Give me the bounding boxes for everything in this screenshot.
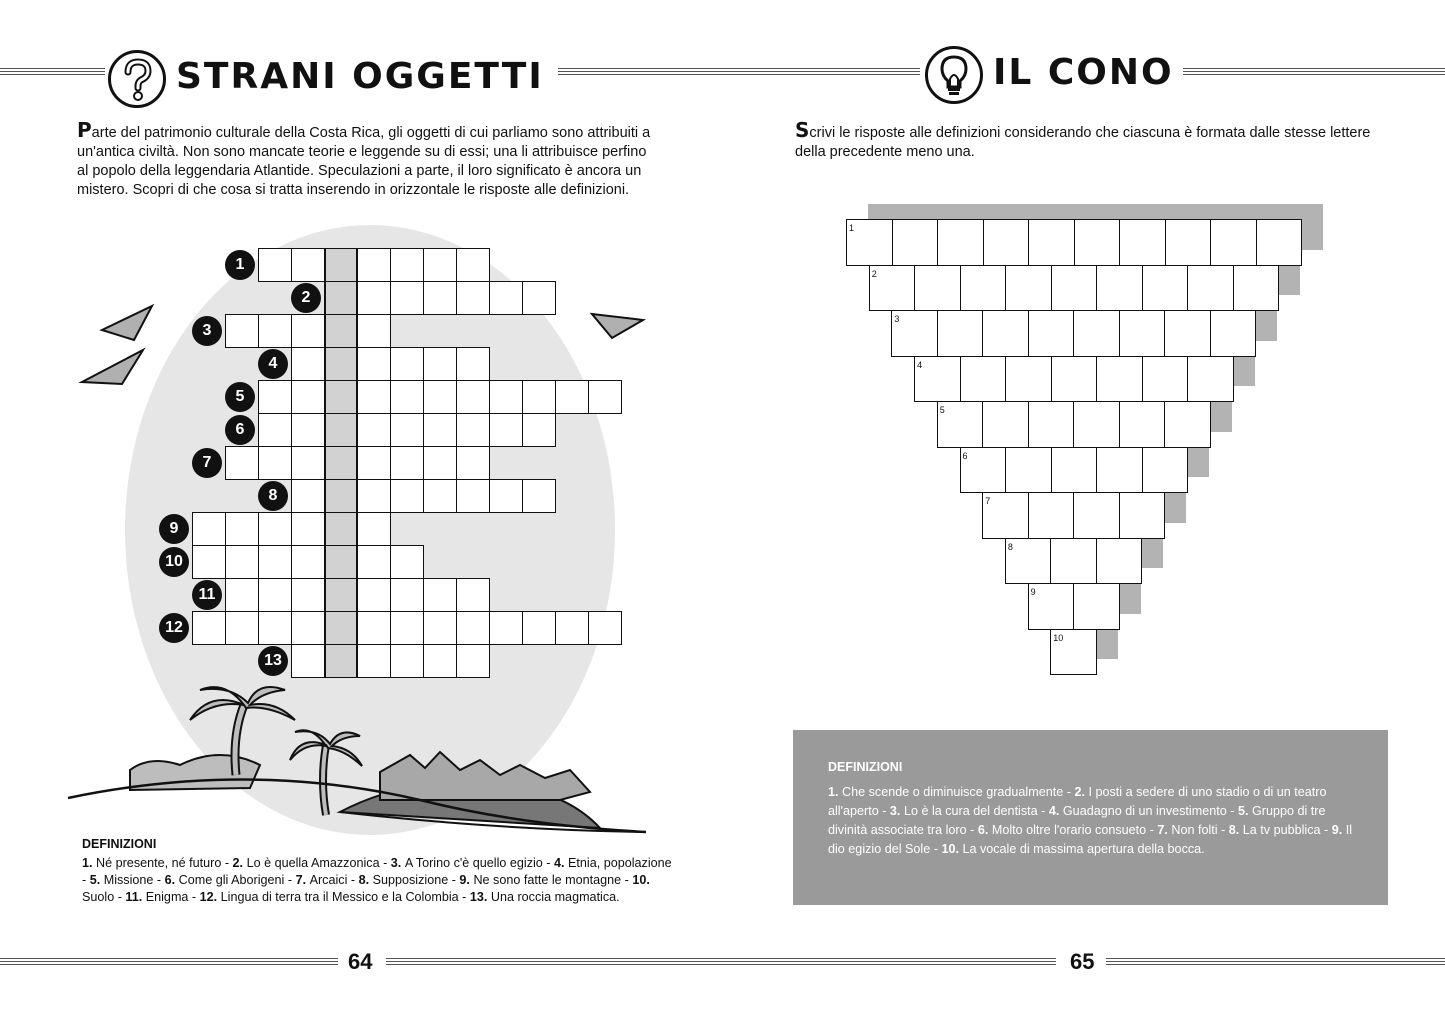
crossword-cell[interactable] [456, 611, 490, 645]
crossword-cell[interactable] [258, 413, 292, 447]
cone-row-number: 7 [985, 496, 991, 506]
crossword-cell[interactable] [489, 413, 523, 447]
definition-number: 2. [232, 856, 247, 870]
row-number-badge: 6 [225, 415, 255, 445]
cone-cell[interactable] [1096, 538, 1143, 585]
crossword-cell[interactable] [291, 248, 325, 282]
definition-number: 8. [358, 873, 373, 887]
row-number-badge: 11 [192, 580, 222, 610]
cone-cell[interactable] [1051, 447, 1098, 494]
cone-cell[interactable] [960, 356, 1007, 403]
footer-rule-2 [386, 958, 1056, 967]
crossword-cell[interactable] [357, 512, 391, 546]
definition-text: Come gli Aborigeni [178, 873, 285, 887]
definition-number: 10. [941, 842, 963, 856]
definition-text: Supposizione [372, 873, 449, 887]
crossword-cell[interactable] [291, 611, 325, 645]
cone-cell[interactable] [892, 219, 939, 266]
definition-text: Enigma [145, 890, 189, 904]
bird-icon [82, 350, 143, 384]
right-definitions-box [793, 730, 1388, 905]
definition-number: 2. [1074, 785, 1089, 799]
key-column-cell[interactable] [324, 347, 358, 381]
cone-cell[interactable] [1073, 310, 1120, 357]
crossword-cell[interactable] [555, 611, 589, 645]
page-number-right: 65 [1070, 949, 1095, 974]
definition-number: 9. [1331, 823, 1346, 837]
cone-row-number: 2 [871, 268, 877, 279]
right-intro-body: crivi le risposte alle definizioni considerando che ciascuna è formata dalle stesse lettere della precedente meno una. [795, 125, 1371, 160]
row-number-badge: 4 [258, 349, 288, 379]
crossword-cell[interactable] [357, 479, 391, 513]
cone-row-number: 9 [1030, 587, 1036, 597]
crossword-cell[interactable] [390, 380, 424, 414]
left-definitions-text: 1. Né presente, né futuro - 2. Lo è quella Amazzonica - 3. A Torino c'è quello egizio - 4. Etnia, popolazione - 5. Missione - 6. Come gli Aborigeni - 7. Arcaici - 8. Supposizione - 9. Ne sono fatte le montagne - 10. Suolo - 11. Enigma - 12. Lingua di terra tra il Messico e la Colombia - 13. Una roccia magmatica. [82, 856, 672, 904]
definition-text: Che scende o diminuisce gradualmente [842, 785, 1064, 799]
cone-cell[interactable] [1073, 492, 1120, 539]
crossword-cell[interactable] [258, 446, 292, 480]
cone-cell[interactable] [1142, 265, 1189, 312]
crossword-cell[interactable] [357, 644, 391, 678]
cone-cell[interactable] [1051, 356, 1098, 403]
definition-text: Molto oltre l'orario consueto [991, 823, 1147, 837]
definition-number: 11. [125, 890, 146, 904]
key-column-cell[interactable] [324, 578, 358, 612]
cone-row-number: 1 [849, 223, 855, 233]
cone-cell[interactable] [1142, 447, 1189, 494]
definition-number: 1. [828, 785, 843, 799]
definition-number: 8. [1228, 823, 1243, 837]
left-definitions-title: DEFINIZIONI [82, 837, 157, 851]
definition-text: La tv pubblica [1242, 823, 1321, 837]
crossword-cell[interactable] [258, 380, 292, 414]
definition-number: 13. [469, 890, 491, 904]
crossword-cell[interactable] [291, 314, 325, 348]
crossword-cell[interactable] [390, 611, 424, 645]
crossword-cell[interactable] [588, 380, 622, 414]
crossword-cell[interactable] [489, 281, 523, 315]
crossword-cell[interactable] [225, 446, 259, 480]
crossword-cell[interactable] [390, 578, 424, 612]
right-intro-text [795, 118, 1375, 162]
header-rule-right [1183, 68, 1445, 77]
row-number-badge: 1 [225, 250, 255, 280]
crossword-cell[interactable] [522, 479, 556, 513]
crossword-cell[interactable] [192, 545, 226, 579]
cone-cell[interactable] [1005, 265, 1052, 312]
crossword-cell[interactable] [588, 611, 622, 645]
cone-row-number: 5 [939, 405, 945, 415]
crossword-cell[interactable] [291, 413, 325, 447]
definition-text: Ne sono fatte le montagne [473, 873, 622, 887]
crossword-cell[interactable] [489, 479, 523, 513]
crossword-cell[interactable] [357, 314, 391, 348]
cone-cell[interactable] [982, 310, 1029, 357]
row-number-badge: 7 [192, 448, 222, 478]
crossword-cell[interactable] [225, 545, 259, 579]
crossword-cell[interactable] [225, 611, 259, 645]
definition-number: 3. [390, 856, 405, 870]
definition-number: 4. [554, 856, 569, 870]
crossword-cell[interactable] [357, 545, 391, 579]
key-column-cell[interactable] [324, 611, 358, 645]
crossword-cell[interactable] [423, 479, 457, 513]
key-column-cell[interactable] [324, 281, 358, 315]
crossword-cell[interactable] [357, 413, 391, 447]
crossword-cell[interactable] [423, 413, 457, 447]
cone-cell[interactable] [1119, 401, 1166, 448]
cone-cell[interactable] [1165, 219, 1212, 266]
crossword-cell[interactable] [291, 479, 325, 513]
crossword-cell[interactable] [225, 512, 259, 546]
crossword-cell[interactable] [357, 248, 391, 282]
crossword-cell[interactable] [456, 281, 490, 315]
crossword-cell[interactable] [258, 512, 292, 546]
row-number-badge: 10 [159, 547, 189, 577]
key-column-cell[interactable] [324, 446, 358, 480]
crossword-cell[interactable] [423, 248, 457, 282]
crossword-cell[interactable] [258, 611, 292, 645]
definition-text: Lo è quella Amazzonica [246, 856, 380, 870]
definition-text: Suolo [82, 890, 115, 904]
cone-cell[interactable] [1074, 219, 1121, 266]
definition-text: Etnia, popolazione [568, 856, 672, 870]
crossword-cell[interactable] [357, 380, 391, 414]
crossword-cell[interactable] [258, 545, 292, 579]
crossword-cell[interactable] [192, 611, 226, 645]
left-intro-text [77, 118, 657, 200]
cone-cell[interactable] [1051, 265, 1098, 312]
cone-cell[interactable] [960, 265, 1007, 312]
crossword-cell[interactable] [390, 281, 424, 315]
cone-cell[interactable] [1028, 401, 1075, 448]
crossword-cell[interactable] [423, 347, 457, 381]
crossword-cell[interactable] [522, 611, 556, 645]
row-number-badge: 13 [258, 646, 288, 676]
crossword-cell[interactable] [258, 248, 292, 282]
definition-number: 3. [889, 804, 904, 818]
crossword-cell[interactable] [456, 248, 490, 282]
cone-cell[interactable] [983, 219, 1030, 266]
cone-row-number: 6 [962, 450, 968, 461]
cone-cell[interactable] [1119, 310, 1166, 357]
key-column-cell[interactable] [324, 479, 358, 513]
crossword-cell[interactable] [357, 347, 391, 381]
definition-text: Guadagno di un investimento [1062, 804, 1227, 818]
definition-text: Lo è la cura del dentista [903, 804, 1038, 818]
definition-text: Il dio egizio del Sole [828, 823, 1353, 856]
left-definitions [82, 836, 672, 906]
crossword-cell[interactable] [291, 578, 325, 612]
cone-cell[interactable] [982, 401, 1029, 448]
crossword-cell[interactable] [291, 446, 325, 480]
cone-cell[interactable] [1210, 310, 1257, 357]
definition-number: 6. [164, 873, 179, 887]
cone-row-number: 4 [917, 359, 923, 370]
crossword-cell[interactable] [555, 380, 589, 414]
definition-text: Missione [103, 873, 154, 887]
crossword-cell[interactable] [357, 578, 391, 612]
cone-cell[interactable] [1164, 401, 1211, 448]
crossword-cell[interactable] [225, 578, 259, 612]
crossword-cell[interactable] [192, 512, 226, 546]
definition-number: 7. [1157, 823, 1172, 837]
cone-cell[interactable] [1233, 265, 1280, 312]
crossword-cell[interactable] [291, 545, 325, 579]
key-column-cell[interactable] [324, 644, 358, 678]
footer-rule-3 [1106, 958, 1445, 967]
bird-icon [102, 306, 152, 340]
crossword-cell[interactable] [258, 314, 292, 348]
key-column-cell[interactable] [324, 512, 358, 546]
cone-cell[interactable] [1028, 310, 1075, 357]
crossword-cell[interactable] [390, 413, 424, 447]
crossword-cell[interactable] [291, 347, 325, 381]
definition-text: Lingua di terra tra il Messico e la Colombia [220, 890, 459, 904]
row-number-badge: 12 [159, 613, 189, 643]
crossword-cell[interactable] [291, 512, 325, 546]
crossword-cell[interactable] [390, 248, 424, 282]
header-rule-left-b [558, 68, 920, 77]
key-column-cell[interactable] [324, 380, 358, 414]
definition-number: 5. [89, 873, 104, 887]
definition-text: Gruppo di tre divinità associate tra loro [828, 804, 1326, 837]
crossword-cell[interactable] [225, 314, 259, 348]
definition-text: I posti a sedere di uno stadio o di un teatro all'aperto [828, 785, 1327, 818]
crossword-cell[interactable] [456, 644, 490, 678]
cone-cell[interactable] [1028, 219, 1075, 266]
bird-icon [592, 314, 643, 338]
crossword-cell[interactable] [357, 281, 391, 315]
cone-cell[interactable] [1256, 219, 1303, 266]
lightbulb-icon [925, 46, 983, 104]
crossword-cell[interactable] [489, 611, 523, 645]
definition-text: Arcaici [309, 873, 348, 887]
right-definitions-title: DEFINIZIONI [828, 760, 903, 774]
crossword-cell[interactable] [423, 446, 457, 480]
crossword-cell[interactable] [423, 281, 457, 315]
crossword-cell[interactable] [390, 479, 424, 513]
key-column-cell[interactable] [324, 248, 358, 282]
crossword-cell[interactable] [423, 578, 457, 612]
cone-cell[interactable] [1096, 356, 1143, 403]
crossword-cell[interactable] [390, 446, 424, 480]
left-intro-body: arte del patrimonio culturale della Costa Rica, gli oggetti di cui parliamo sono attribuiti a un'antica civiltà. Non sono mancate teorie e leggende su di essi; una li attribuisce perfino al popolo della leggendaria Atlantide. Speculazioni a parte, il loro significato è ancora un mistero. Scopri di che cosa si tratta inserendo in orizzontale le risposte alle definizioni. [77, 125, 651, 198]
crossword-cell[interactable] [423, 380, 457, 414]
cone-cell[interactable] [1119, 492, 1166, 539]
crossword-cell[interactable] [522, 380, 556, 414]
cone-cell[interactable] [1210, 219, 1257, 266]
definition-number: 10. [632, 873, 650, 887]
crossword-cell[interactable] [357, 446, 391, 480]
cone-cell[interactable] [1096, 447, 1143, 494]
cone-cell[interactable] [1073, 583, 1120, 630]
definition-number: 7. [295, 873, 310, 887]
crossword-cell[interactable] [291, 644, 325, 678]
crossword-cell[interactable] [390, 644, 424, 678]
cone-cell[interactable] [1050, 538, 1097, 585]
left-page-title: STRANI OGGETTI [176, 56, 544, 97]
row-number-badge: 9 [159, 514, 189, 544]
right-definitions-text: 1. Che scende o diminuisce gradualmente - 2. I posti a sedere di uno stadio o di un teatro all'aperto - 3. Lo è la cura del dentista - 4. Guadagno di un investimento - 5. Gruppo di tre divinità associate tra loro - 6. Molto oltre l'orario consueto - 7. Non folti - 8. La tv pubblica - 9. Il dio egizio del Sole - 10. La vocale di massima apertura della bocca. [828, 785, 1353, 856]
cone-cell[interactable] [937, 219, 984, 266]
cone-cell[interactable] [1187, 265, 1234, 312]
crossword-cell[interactable] [522, 413, 556, 447]
crossword-cell[interactable] [390, 347, 424, 381]
row-number-badge: 5 [225, 382, 255, 412]
definition-number: 5. [1237, 804, 1252, 818]
cone-cell[interactable] [1073, 401, 1120, 448]
crossword-cell[interactable] [456, 380, 490, 414]
row-number-badge: 3 [192, 316, 222, 346]
cone-cell[interactable] [914, 265, 961, 312]
cone-row-number: 8 [1007, 541, 1013, 552]
footer-rule-1 [0, 958, 338, 967]
cone-cell[interactable] [1164, 310, 1211, 357]
definition-number: 12. [199, 890, 221, 904]
cone-cell[interactable] [937, 310, 984, 357]
row-number-badge: 8 [258, 481, 288, 511]
cone-cell[interactable] [1187, 356, 1234, 403]
crossword-cell[interactable] [258, 578, 292, 612]
definition-text: A Torino c'è quello egizio [404, 856, 543, 870]
cone-cell[interactable] [1005, 447, 1052, 494]
crossword-cell[interactable] [456, 413, 490, 447]
crossword-cell[interactable] [456, 479, 490, 513]
definition-text: Né presente, né futuro [96, 856, 222, 870]
definition-text: Una roccia magmatica. [490, 890, 620, 904]
crossword-cell[interactable] [456, 347, 490, 381]
cone-row-number: 10 [1053, 632, 1064, 643]
row-number-badge: 2 [291, 283, 321, 313]
page-number-left: 64 [348, 949, 373, 974]
cone-cell[interactable] [1005, 356, 1052, 403]
definition-number: 4. [1048, 804, 1063, 818]
definition-text: Non folti [1171, 823, 1218, 837]
crossword-cell[interactable] [291, 380, 325, 414]
cone-cell[interactable] [1028, 492, 1075, 539]
header-rule-left [0, 68, 105, 77]
definition-text: La vocale di massima apertura della bocca. [962, 842, 1205, 856]
key-column-cell[interactable] [324, 413, 358, 447]
left-intro-dropcap: P [77, 118, 92, 142]
definition-number: 9. [459, 873, 474, 887]
crossword-cell[interactable] [423, 611, 457, 645]
right-page-title: IL CONO [993, 52, 1174, 93]
crossword-cell[interactable] [456, 446, 490, 480]
cone-cell[interactable] [1142, 356, 1189, 403]
crossword-cell[interactable] [390, 545, 424, 579]
right-intro-dropcap: S [795, 118, 810, 142]
crossword-cell[interactable] [489, 380, 523, 414]
key-column-cell[interactable] [324, 545, 358, 579]
cone-cell[interactable] [1119, 219, 1166, 266]
crossword-cell[interactable] [522, 281, 556, 315]
definition-number: 6. [977, 823, 992, 837]
question-mark-icon [108, 50, 166, 108]
definition-number: 1. [82, 856, 97, 870]
key-column-cell[interactable] [324, 314, 358, 348]
cone-cell[interactable] [1096, 265, 1143, 312]
crossword-cell[interactable] [456, 578, 490, 612]
crossword-cell[interactable] [423, 644, 457, 678]
crossword-cell[interactable] [357, 611, 391, 645]
cone-row-number: 3 [894, 314, 900, 324]
